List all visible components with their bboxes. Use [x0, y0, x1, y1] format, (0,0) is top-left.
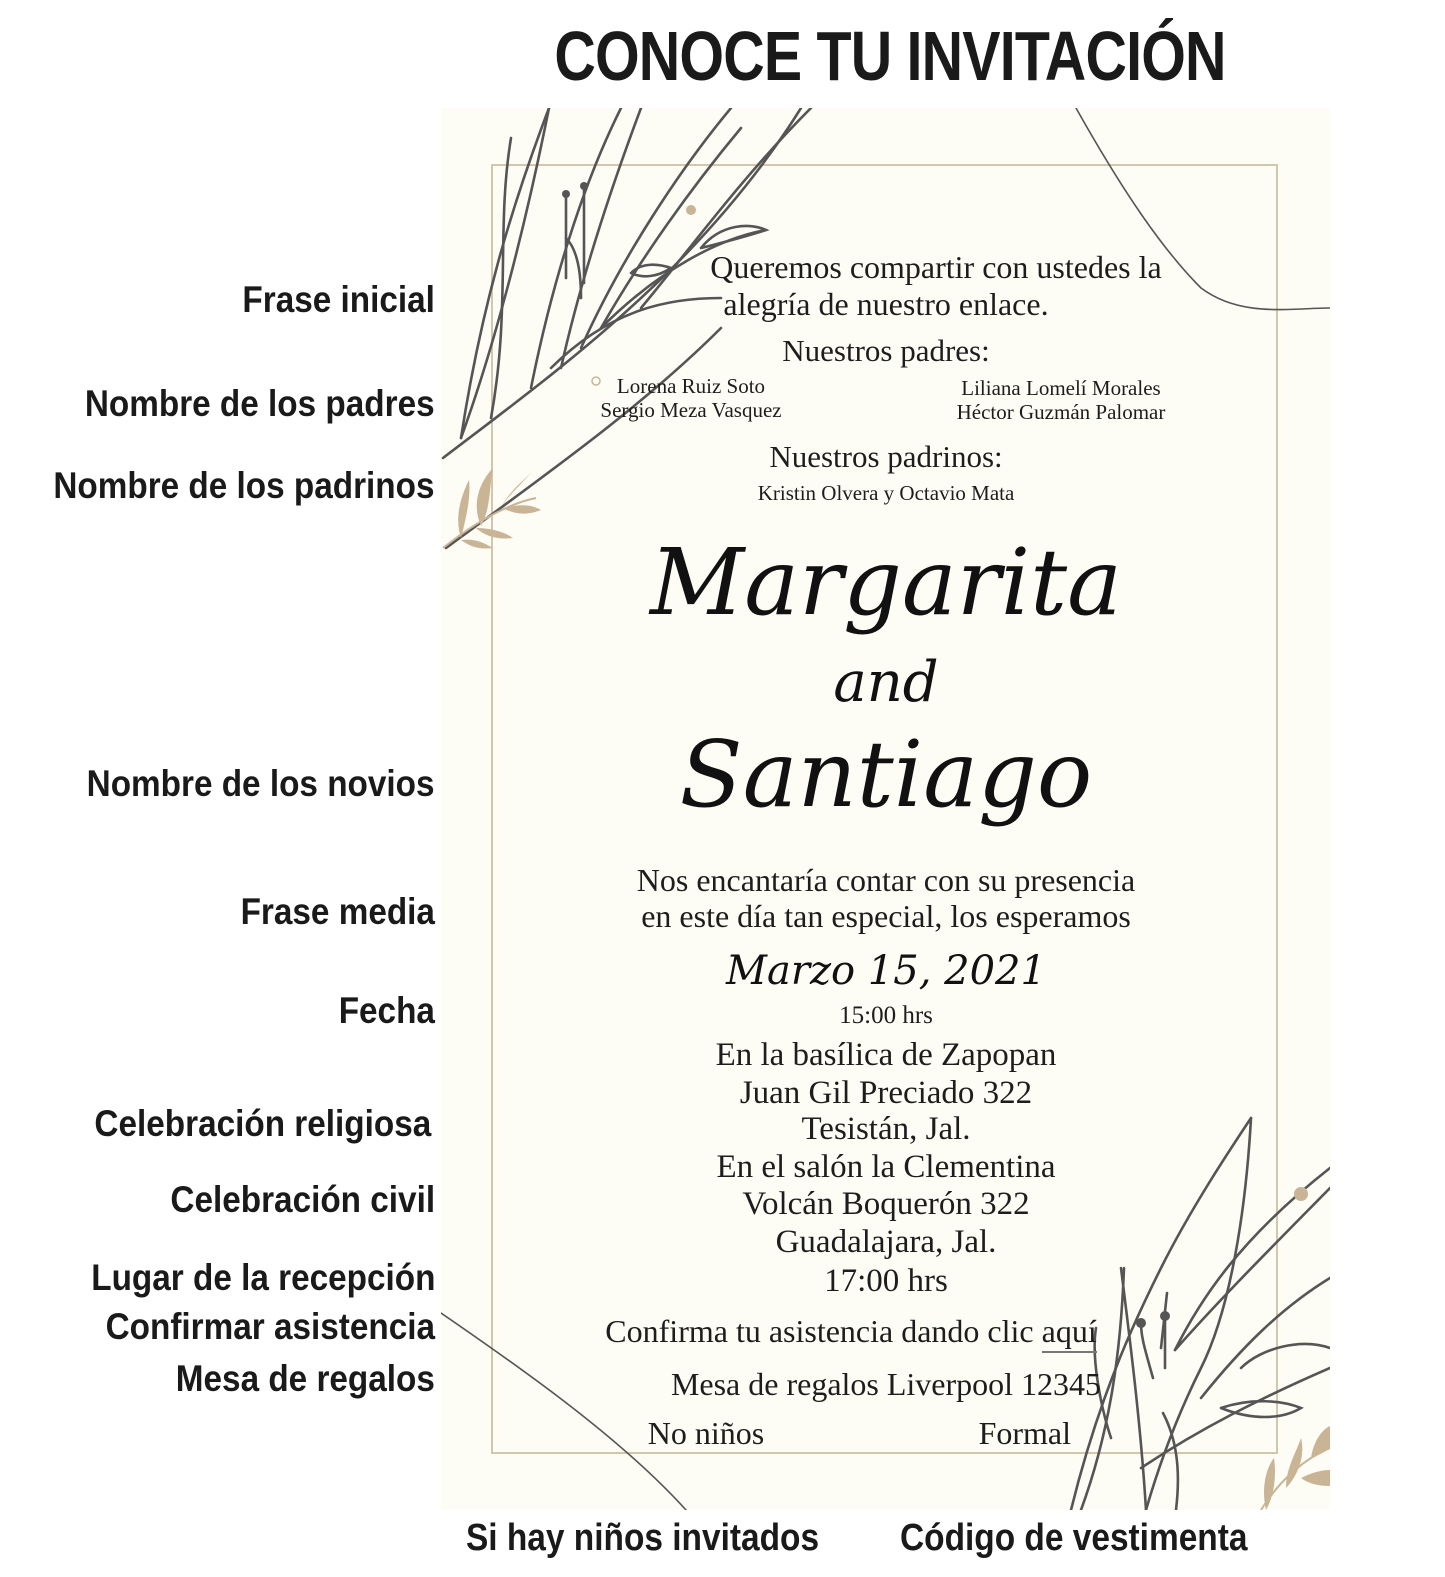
novios-and: and: [833, 650, 939, 715]
fecha: Marzo 15, 2021: [726, 948, 1046, 994]
label-nombre-padres: Nombre de los padres: [85, 383, 435, 424]
padrinos-heading: Nuestros padrinos:: [769, 439, 1003, 474]
label-mesa-regalos: Mesa de regalos: [175, 1358, 435, 1399]
frase-media-line-1: Nos encantaría contar con su presencia: [636, 862, 1136, 898]
label-confirmar-asistencia: Confirmar asistencia: [105, 1306, 435, 1347]
padres-right-2: Héctor Guzmán Palomar: [956, 400, 1166, 424]
label-ninos-invitados: Si hay niños invitados: [466, 1517, 820, 1559]
label-nombre-novios: Nombre de los novios: [87, 763, 435, 804]
padrinos-names: Kristin Olvera y Octavio Mata: [757, 481, 1015, 505]
label-celebracion-religiosa: Celebración religiosa: [94, 1103, 431, 1144]
novio-1-name: Margarita: [650, 529, 1122, 636]
padres-heading: Nuestros padres:: [782, 333, 990, 368]
padres-left-1: Lorena Ruiz Soto: [616, 374, 766, 398]
confirmar-link[interactable]: aquí: [1042, 1313, 1097, 1353]
invitation-card: [441, 108, 1330, 1510]
religiosa-line-1: En la basílica de Zapopan: [715, 1037, 1057, 1073]
label-nombre-padrinos: Nombre de los padrinos: [53, 465, 435, 506]
hora-religiosa: 15:00 hrs: [839, 1002, 933, 1029]
label-codigo-vestimenta: Código de vestimenta: [900, 1517, 1248, 1559]
religiosa-line-2: Juan Gil Preciado 322: [739, 1075, 1033, 1111]
recepcion-line-1: En el salón la Clementina: [716, 1149, 1056, 1185]
label-celebracion-civil: Celebración civil: [170, 1179, 435, 1220]
religiosa-line-3: Tesistán, Jal.: [801, 1111, 971, 1147]
frase-media-line-2: en este día tan especial, los esperamos: [641, 898, 1131, 934]
frase-inicial-line-1: Queremos compartir con ustedes la: [710, 249, 1162, 285]
ninos: No niños: [647, 1415, 765, 1451]
recepcion-line-2: Volcán Boquerón 322: [742, 1186, 1030, 1222]
padres-left-2: Sergio Meza Vasquez: [600, 398, 782, 422]
label-lugar-recepcion: Lugar de la recepción: [90, 1257, 435, 1298]
label-frase-inicial: Frase inicial: [242, 279, 435, 320]
confirmar-text: Confirma tu asistencia dando clic: [605, 1313, 1034, 1349]
confirmar-asistencia: [501, 1312, 1201, 1350]
novio-2-name: Santiago: [679, 721, 1093, 828]
hora-recepcion: 17:00 hrs: [824, 1263, 948, 1299]
recepcion-line-3: Guadalajara, Jal.: [775, 1224, 997, 1260]
label-frase-media: Frase media: [240, 891, 435, 932]
page-title: CONOCE TU INVITACIÓN: [554, 17, 1226, 95]
vestimenta: Formal: [978, 1415, 1071, 1451]
mesa-regalos: Mesa de regalos Liverpool 12345: [670, 1366, 1102, 1402]
frase-inicial-line-2: alegría de nuestro enlace.: [723, 286, 1049, 322]
label-fecha: Fecha: [338, 990, 435, 1031]
padres-right-1: Liliana Lomelí Morales: [961, 376, 1161, 400]
